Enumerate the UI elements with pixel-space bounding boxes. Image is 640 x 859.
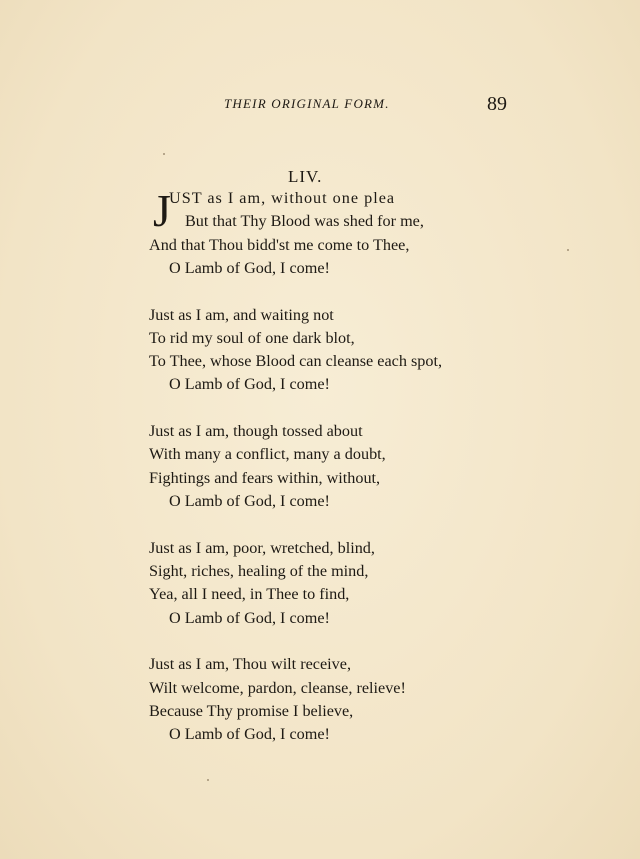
poem-line: With many a conflict, many a doubt, — [149, 445, 386, 464]
poem-line: Sight, riches, healing of the mind, — [149, 562, 369, 581]
poem — [149, 187, 442, 770]
running-head: THEIR ORIGINAL FORM. — [224, 96, 390, 111]
poem-line: Just as I am, poor, wretched, blind, — [149, 538, 375, 557]
refrain-line: O Lamb of God, I come! — [169, 375, 330, 394]
poem-line: But that Thy Blood was shed for me, — [185, 212, 424, 231]
page-number: 89 — [487, 93, 507, 115]
stanza-2 — [149, 304, 442, 397]
poem-line: Just as I am, though tossed about — [149, 422, 363, 441]
poem-line: To rid my soul of one dark blot, — [149, 328, 355, 347]
poem-line: Wilt welcome, pardon, cleanse, relieve! — [149, 678, 406, 697]
poem-line: And that Thou bidd'st me come to Thee, — [149, 235, 410, 254]
hymn-number: LIV. — [288, 167, 323, 186]
poem-line: Because Thy promise I believe, — [149, 701, 354, 720]
poem-line: Fightings and fears within, without, — [149, 468, 381, 487]
refrain-line: O Lamb of God, I come! — [169, 492, 330, 511]
paper-speck — [207, 779, 209, 781]
refrain-line: O Lamb of God, I come! — [169, 608, 330, 627]
poem-line: UST as I am, without one plea — [169, 189, 396, 207]
stanza-3 — [149, 420, 442, 513]
stanza-4 — [149, 537, 442, 630]
paper-speck — [163, 153, 165, 155]
poem-line: Just as I am, and waiting not — [149, 305, 334, 324]
stanza-5 — [149, 653, 442, 746]
poem-line: Yea, all I need, in Thee to find, — [149, 585, 350, 604]
refrain-line: O Lamb of God, I come! — [169, 725, 330, 744]
refrain-line: O Lamb of God, I come! — [169, 258, 330, 277]
stanza-1 — [149, 187, 442, 280]
poem-line: To Thee, whose Blood can cleanse each spot, — [149, 352, 442, 371]
drop-cap: J — [153, 185, 171, 236]
paper-speck — [567, 249, 569, 251]
poem-line: Just as I am, Thou wilt receive, — [149, 655, 351, 674]
